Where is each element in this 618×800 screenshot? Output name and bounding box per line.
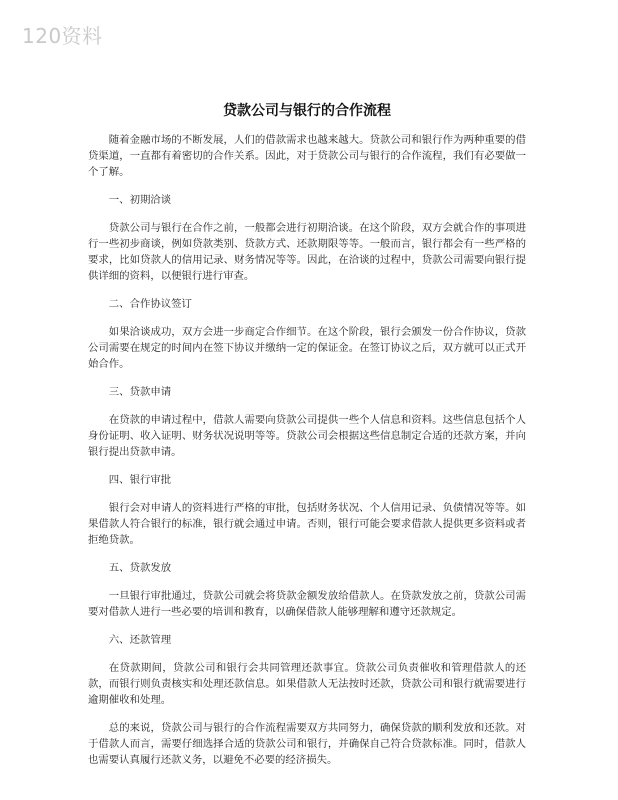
section-heading-loan-application: 三、贷款申请 bbox=[108, 386, 172, 398]
section-body-loan-disbursement: 一旦银行审批通过，贷款公司就会将贷款金额发放给借款人。在贷款发放之前，贷款公司需要对借款人进行一些必要的培训和教育，以确保借款人能够理解和遵守还款规定。 bbox=[88, 590, 526, 618]
document-title: 贷款公司与银行的合作流程 bbox=[223, 103, 391, 119]
section-heading-repayment-management: 六、还款管理 bbox=[108, 634, 172, 646]
section-body-loan-application: 在贷款的申请过程中，借款人需要向贷款公司提供一些个人信息和资料。这些信息包括个人身份证明、收入证明、财务状况说明等等。贷款公司会根据这些信息制定合适的还款方案，并向银行提出贷款申请。 bbox=[88, 414, 526, 458]
document-page bbox=[88, 100, 526, 780]
section-heading-initial-talks: 一、初期洽谈 bbox=[108, 194, 172, 206]
section-heading-loan-disbursement: 五、贷款发放 bbox=[108, 562, 172, 574]
section-body-initial-talks: 贷款公司与银行在合作之前，一般都会进行初期洽谈。在这个阶段，双方会就合作的事项进行一些初步商谈，例如贷款类别、贷款方式、还款期限等等。一般而言，银行都会有一些严格的要求，比如贷款人的信用记录、财务情况等等。因此，在洽谈的过程中，贷款公司需要向银行提供详细的资料，以便银行进行审查。 bbox=[88, 222, 526, 282]
section-body-repayment-management: 在贷款期间，贷款公司和银行会共同管理还款事宜。贷款公司负责催收和管理借款人的还款，而银行则负责核实和处理还款信息。如果借款人无法按时还款，贷款公司和银行就需要进行逾期催收和处理。 bbox=[88, 662, 526, 706]
section-body-bank-approval: 银行会对申请人的资料进行严格的审批，包括财务状况、个人信用记录、负债情况等等。如果借款人符合银行的标准，银行就会通过申请。否则，银行可能会要求借款人提供更多资料或者拒绝贷款。 bbox=[88, 502, 526, 546]
section-body-agreement-signing: 如果洽谈成功，双方会进一步商定合作细节。在这个阶段，银行会颁发一份合作协议，贷款公司需要在规定的时间内在签下协议并缴纳一定的保证金。在签订协议之后，双方就可以正式开始合作。 bbox=[88, 326, 526, 370]
intro-paragraph: 随着金融市场的不断发展，人们的借款需求也越来越大。贷款公司和银行作为两种重要的借贷渠道，一直都有着密切的合作关系。因此，对于贷款公司与银行的合作流程，我们有必要做一个了解。 bbox=[88, 134, 526, 178]
section-heading-bank-approval: 四、银行审批 bbox=[108, 474, 172, 486]
conclusion-paragraph: 总的来说，贷款公司与银行的合作流程需要双方共同努力，确保贷款的顺利发放和还款。对于借款人而言，需要仔细选择合适的贷款公司和银行，并确保自己符合贷款标准。同时，借款人也需要认真履行还款义务，以避免不必要的经济损失。 bbox=[88, 722, 526, 766]
section-heading-agreement-signing: 二、合作协议签订 bbox=[108, 298, 192, 310]
watermark-logo: 120资料 bbox=[22, 24, 103, 48]
